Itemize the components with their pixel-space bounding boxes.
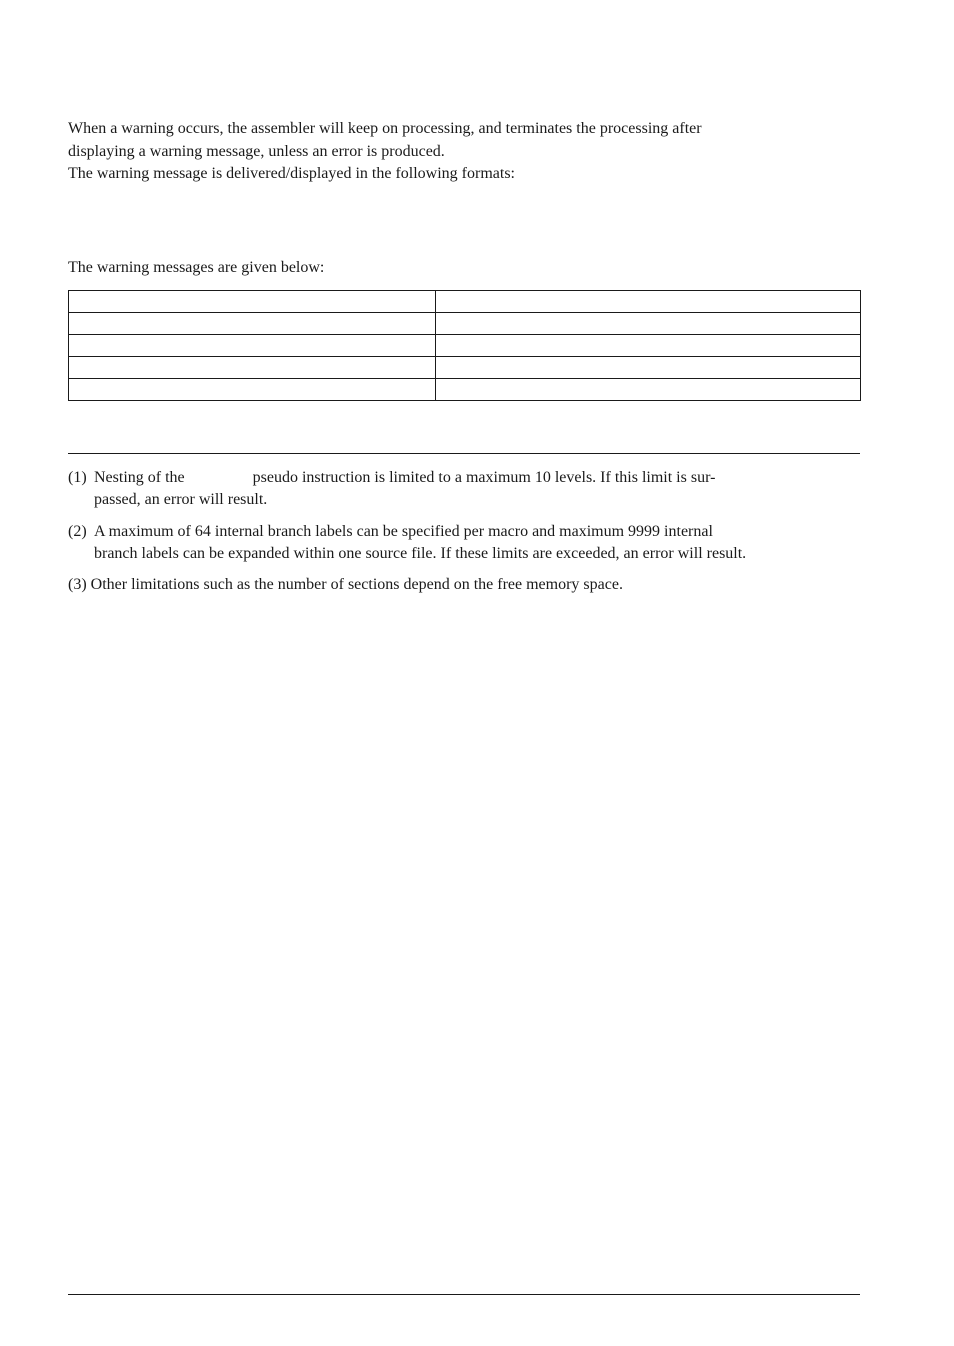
note-item-1 — [68, 467, 860, 511]
note-item-2 — [68, 521, 860, 565]
note-item-3 — [68, 574, 860, 596]
table-cell — [436, 291, 861, 313]
warning-messages-table — [68, 290, 861, 401]
table-cell — [69, 291, 436, 313]
table-row — [69, 313, 861, 335]
table-cell — [436, 379, 861, 401]
note-text-line-1: A maximum of 64 internal branch labels can be specified per macro and maximum 9999 internal — [94, 523, 713, 540]
table-cell — [69, 379, 436, 401]
table-row — [69, 291, 861, 313]
intro-line-2: displaying a warning message, unless an error is produced. — [68, 142, 445, 160]
note-number: (2) — [68, 523, 87, 540]
note-number: (1) — [68, 469, 87, 486]
table-cell — [69, 313, 436, 335]
warning-list-intro: The warning messages are given below: — [68, 259, 325, 276]
note-number: (3) — [68, 576, 87, 593]
intro-line-1: When a warning occurs, the assembler will keep on processing, and terminates the processing after — [68, 120, 702, 137]
note-text — [94, 467, 860, 511]
table-cell — [69, 357, 436, 379]
table-row — [69, 379, 861, 401]
note-text-before: Nesting of the — [94, 469, 185, 486]
note-text-after: pseudo instruction is limited to a maximum 10 levels. If this limit is sur- — [252, 469, 716, 486]
table-cell — [436, 357, 861, 379]
note-text-line-2: passed, an error will result. — [94, 491, 268, 508]
table-row — [69, 357, 861, 379]
table-row — [69, 335, 861, 357]
table-cell — [436, 313, 861, 335]
footer-divider — [68, 1294, 860, 1295]
section-divider — [68, 453, 860, 454]
note-text — [94, 521, 860, 565]
table-cell — [69, 335, 436, 357]
intro-paragraph — [68, 118, 868, 186]
note-text: Other limitations such as the number of sections depend on the free memory space. — [90, 576, 623, 593]
intro-line-3: The warning message is delivered/displayed in the following formats: — [68, 165, 515, 182]
note-text-line-2: branch labels can be expanded within one source file. If these limits are exceeded, an error will result. — [94, 545, 747, 562]
table-cell — [436, 335, 861, 357]
